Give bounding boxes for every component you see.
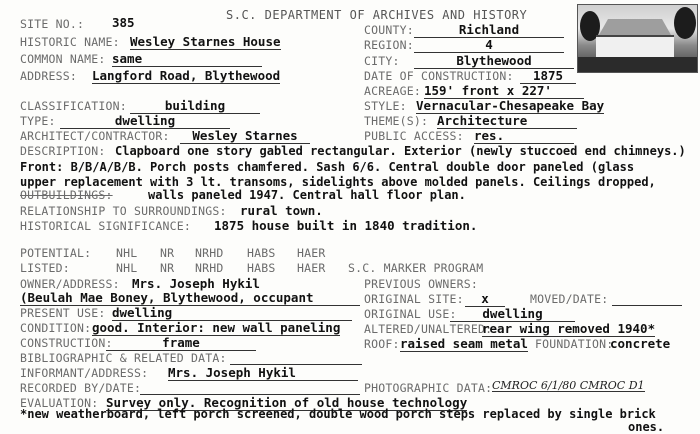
outbuildings-label: OUTBUILDINGS: <box>20 188 113 202</box>
style-label: STYLE: <box>364 99 407 113</box>
footnote-line-2: ones. <box>628 420 665 434</box>
moved-date-label: MOVED/DATE: <box>530 292 609 306</box>
description-line-2: Front: B/B/A/B/B. Porch posts chamfered. Sash 6/6. Central double door paneled (glass <box>20 160 635 174</box>
city-label: CITY: <box>364 54 400 68</box>
common-name-label: COMMON NAME: <box>20 52 106 66</box>
construction-label: CONSTRUCTION: <box>20 336 113 350</box>
previous-owners-label: PREVIOUS OWNERS: <box>364 277 478 291</box>
relationship-value: rural town. <box>240 203 323 218</box>
listed-label: LISTED: <box>20 261 70 275</box>
owner-line-2: (Beulah Mae Boney, Blythewood, occupant <box>20 292 360 306</box>
architect-label: ARCHITECT/CONTRACTOR: <box>20 129 170 143</box>
architect-value: Wesley Starnes <box>180 130 310 144</box>
description-label: DESCRIPTION: <box>20 144 106 158</box>
condition-label: CONDITION: <box>20 321 92 335</box>
date-label: DATE OF CONSTRUCTION: <box>364 69 514 83</box>
public-access-value: res. <box>474 130 574 144</box>
photographic-value: CMROC 6/1/80 CMROC D1 <box>492 379 645 392</box>
potential-habs: HABS <box>247 246 276 260</box>
foundation-label: FOUNDATION: <box>535 337 614 351</box>
bibliographic-label: BIBLIOGRAPHIC & RELATED DATA: <box>20 351 227 365</box>
city-value: Blythewood <box>414 55 574 69</box>
description-line-4: walls paneled 1947. Central hall floor plan. <box>148 188 466 202</box>
moved-date-line <box>612 305 682 306</box>
site-no-label: SITE NO.: <box>20 17 85 31</box>
common-name-value: same <box>112 53 262 67</box>
historic-name-value: Wesley Starnes House <box>130 34 281 49</box>
evaluation-value: Survey only. Recognition of old house technology <box>106 395 468 410</box>
acreage-value: 159' front x 227' <box>424 85 584 99</box>
classification-label: CLASSIFICATION: <box>20 99 127 113</box>
informant-label: INFORMANT/ADDRESS: <box>20 366 149 380</box>
original-site-value: x <box>465 293 505 307</box>
county-value: Richland <box>414 24 564 38</box>
foundation-value: concrete <box>610 336 671 351</box>
potential-nhl: NHL <box>116 246 138 260</box>
address-value: Langford Road, Blythewood <box>92 68 281 83</box>
construction-value: frame <box>106 337 256 351</box>
condition-value: good. Interior: new wall paneling <box>92 320 341 335</box>
roof-value: raised seam metal <box>400 336 528 351</box>
description-line-3: upper replacement with 3 lt. transoms, sidelights above molded panels. Ceilings dropped, <box>20 175 656 189</box>
potential-haer: HAER <box>297 246 326 260</box>
acreage-label: ACREAGE: <box>364 84 421 98</box>
footnote-line-1: *new weatherboard, left porch screened, double wood porch steps replaced by single brick <box>20 407 656 421</box>
agency-title: S.C. DEPARTMENT OF ARCHIVES AND HISTORY <box>226 8 528 22</box>
county-label: COUNTY: <box>364 23 414 37</box>
significance-value: 1875 house built in 1840 tradition. <box>214 218 478 233</box>
listed-nrhd: NRHD <box>195 261 224 275</box>
type-value: dwelling <box>60 115 230 129</box>
owner-value: Mrs. Joseph Hykil <box>132 276 260 291</box>
original-site-label: ORIGINAL SITE: <box>364 292 464 306</box>
style-value: Vernacular-Chesapeake Bay <box>416 98 605 113</box>
altered-value: rear wing removed 1940* <box>482 321 656 336</box>
recorded-label: RECORDED BY/DATE: <box>20 381 142 395</box>
relationship-label: RELATIONSHIP TO SURROUNDINGS: <box>20 204 227 218</box>
roof-label: ROOF: <box>364 337 400 351</box>
listed-haer: HAER <box>297 261 326 275</box>
marker-program: S.C. MARKER PROGRAM <box>348 261 484 275</box>
classification-value: building <box>130 100 260 114</box>
original-use-label: ORIGINAL USE: <box>364 307 457 321</box>
listed-nr: NR <box>160 261 175 275</box>
theme-value: Architecture <box>437 115 577 129</box>
evaluation-label: EVALUATION: <box>20 396 99 410</box>
listed-nhl: NHL <box>116 261 138 275</box>
public-access-label: PUBLIC ACCESS: <box>364 129 464 143</box>
region-label: REGION: <box>364 38 414 52</box>
listed-habs: HABS <box>247 261 276 275</box>
present-use-label: PRESENT USE: <box>20 306 106 320</box>
informant-value: Mrs. Joseph Hykil <box>168 367 358 381</box>
photographic-label: PHOTOGRAPHIC DATA: <box>364 381 493 395</box>
theme-label: THEME(S): <box>364 114 429 128</box>
altered-label: ALTERED/UNALTERED: <box>364 322 493 336</box>
historic-name-label: HISTORIC NAME: <box>20 35 120 49</box>
owner-label: OWNER/ADDRESS: <box>20 277 120 291</box>
house-photo <box>577 4 698 73</box>
region-value: 4 <box>414 39 564 53</box>
site-no-value: 385 <box>112 15 135 30</box>
significance-label: HISTORICAL SIGNIFICANCE: <box>20 219 191 233</box>
type-label: TYPE: <box>20 114 56 128</box>
potential-nrhd: NRHD <box>195 246 224 260</box>
potential-label: POTENTIAL: <box>20 246 92 260</box>
present-use-value: dwelling <box>112 307 352 321</box>
address-label: ADDRESS: <box>20 69 77 83</box>
original-use-value: dwelling <box>450 308 575 322</box>
potential-nr: NR <box>160 246 175 260</box>
date-value: 1875 <box>520 70 576 84</box>
description-line-1: Clapboard one story gabled rectangular. Exterior (newly stuccoed end chimneys.) <box>115 144 686 158</box>
